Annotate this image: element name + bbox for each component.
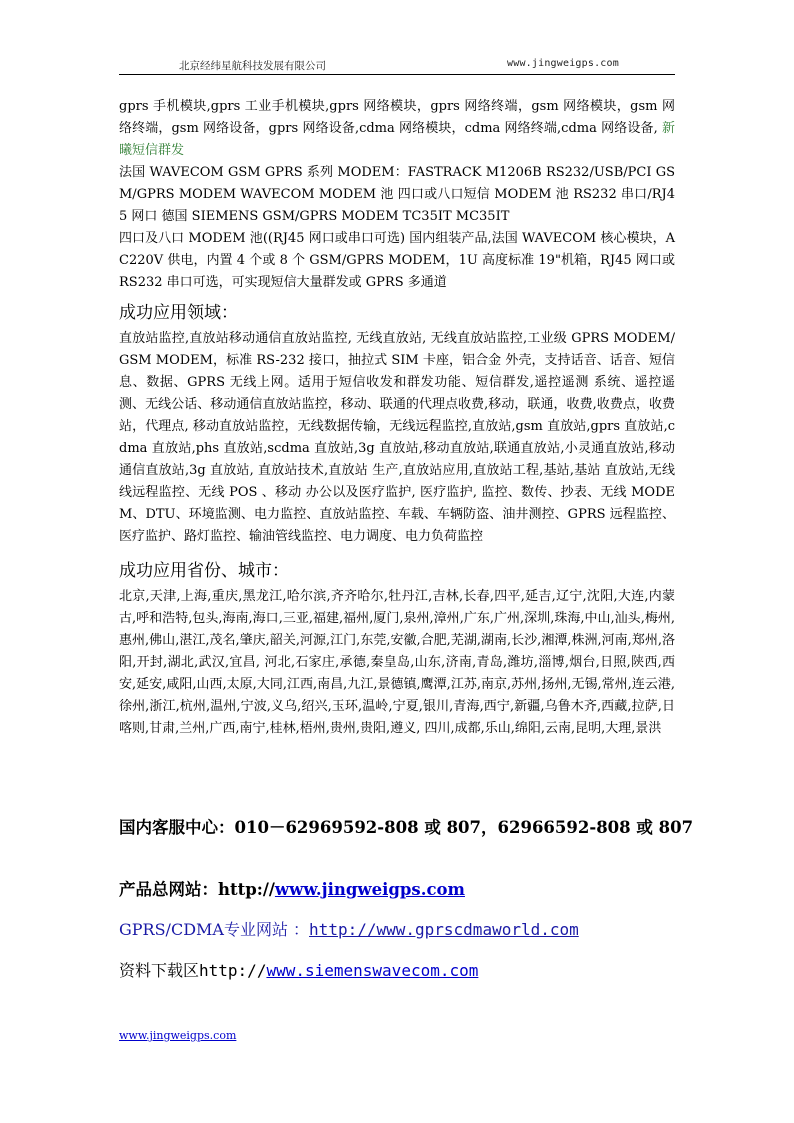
gprs-site-link[interactable]: http://www.gprscdmaworld.com	[309, 920, 579, 939]
intro-paragraph-1	[119, 96, 675, 162]
download-label: 资料下载区	[119, 961, 200, 980]
customer-service-hotline: 国内客服中心：010－62969592-808 或 807，62966592-808 或 807	[119, 818, 694, 837]
main-site-line	[119, 876, 719, 900]
page-header	[119, 56, 675, 75]
main-site-link[interactable]: www.jingweigps.com	[274, 880, 465, 899]
download-prefix: http://	[199, 961, 267, 980]
section-heading-cities: 成功应用省份、城市：	[119, 561, 289, 581]
download-line	[119, 958, 719, 981]
applications-paragraph: 直放站监控,直放站移动通信直放站监控, 无线直放站, 无线直放站监控,工业级 GPRS MODEM/GSM MODEM，标准 RS-232 接口，抽拉式 SIM 卡座，铝合金 外壳，支持话音、话音、短信息、数据、GPRS 无线上网。适用于短信收发和群发功能、短信群发,遥控遥测 系统、遥控遥测、无线公话、移动通信直放站监控，移动、联通的代理点收费,移动，联通，收费,收费点，收费站，代理点, 移动直放站监控，无线数据传输，无线远程监控,直放站,gsm 直放站,gprs 直放站,cdma 直放站,phs 直放站,scdma 直放站,3g 直放站,移动直放站,联通直放站,小灵通直放站,移动通信直放站,3g 直放站, 直放站技术,直放站 生产,直放站应用,直放站工程,基站,基站 直放站,无线线远程监控、无线 POS 、移动 办公以及医疗监护, 医疗监护, 监控、数传、抄表、无线 MODEM、DTU、环境监测、电力监控、直放站监控、车载、车辆防盗、油井测控、GPRS 远程监控、医疗监护、路灯监控、输油管线监控、电力调度、电力负荷监控	[119, 331, 675, 544]
intro-green-text: 新曦短信群发	[119, 121, 675, 158]
company-name: 北京经纬星航科技发展有限公司	[179, 60, 326, 72]
cities-paragraph: 北京,天津,上海,重庆,黑龙江,哈尔滨,齐齐哈尔,牡丹江,吉林,长春,四平,延吉,辽宁,沈阳,大连,内蒙古,呼和浩特,包头,海南,海口,三亚,福建,福州,厦门,泉州,漳州,广东,广州,深圳,珠海,中山,汕头,梅州,惠州,佛山,湛江,茂名,肇庆,韶关,河源,江门,东莞,安徽,合肥,芜湖,湖南,长沙,湘潭,株洲,河南,郑州,洛阳,开封,湖北,武汉,宜昌, 河北,石家庄,承德,秦皇岛,山东,济南,青岛,潍坊,淄博,烟台,日照,陕西,西安,延安,咸阳,山西,太原,大同,江西,南昌,九江,景德镇,鹰潭,江苏,南京,苏州,扬州,无锡,常州,连云港,徐州,浙江,杭州,温州,宁波,义乌,绍兴,玉环,温岭,宁夏,银川,青海,西宁,新疆,乌鲁木齐,西藏,拉萨,日喀则,甘肃,兰州,广西,南宁,桂林,梧州,贵州,贵阳,遵义, 四川,成都,乐山,绵阳,云南,昆明,大理,景洪	[119, 589, 675, 736]
footer-website-link[interactable]: www.jingweigps.com	[119, 1029, 237, 1042]
document-body	[119, 96, 675, 740]
download-link[interactable]: www.siemenswavecom.com	[266, 961, 479, 980]
intro-text: gprs 手机模块,gprs 工业手机模块,gprs 网络模块，gprs 网络终端，gsm 网络模块，gsm 网络终端，gsm 网络设备，gprs 网络设备,cdma 网络模块，cdma 网络终端,cdma 网络设备,	[119, 99, 675, 136]
gprs-site-line	[119, 917, 719, 940]
main-site-label: 产品总网站：http://	[119, 880, 275, 899]
gprs-site-label: GPRS/CDMA专业网站 ：	[119, 920, 310, 939]
intro-paragraph-3: 四口及八口 MODEM 池((RJ45 网口或串口可选) 国内组装产品,法国 WAVECOM 核心模块，AC220V 供电，内置 4 个或 8 个 GSM/GPRS MODEM，1U 高度标准 19"机箱，RJ45 网口或 RS232 串口可选，可实现短信大量群发或 GPRS 多通道	[119, 231, 675, 290]
intro-paragraph-2: 法国 WAVECOM GSM GPRS 系列 MODEM：FASTRACK M1206B RS232/USB/PCI GSM/GPRS MODEM WAVECOM MODEM 池 四口或八口短信 MODEM 池 RS232 串口/RJ45 网口 德国 SIEMENS GSM/GPRS MODEM TC35IT MC35IT	[119, 165, 675, 224]
section-heading-applications: 成功应用领域：	[119, 303, 238, 323]
header-website: www.jingweigps.com	[507, 58, 619, 69]
